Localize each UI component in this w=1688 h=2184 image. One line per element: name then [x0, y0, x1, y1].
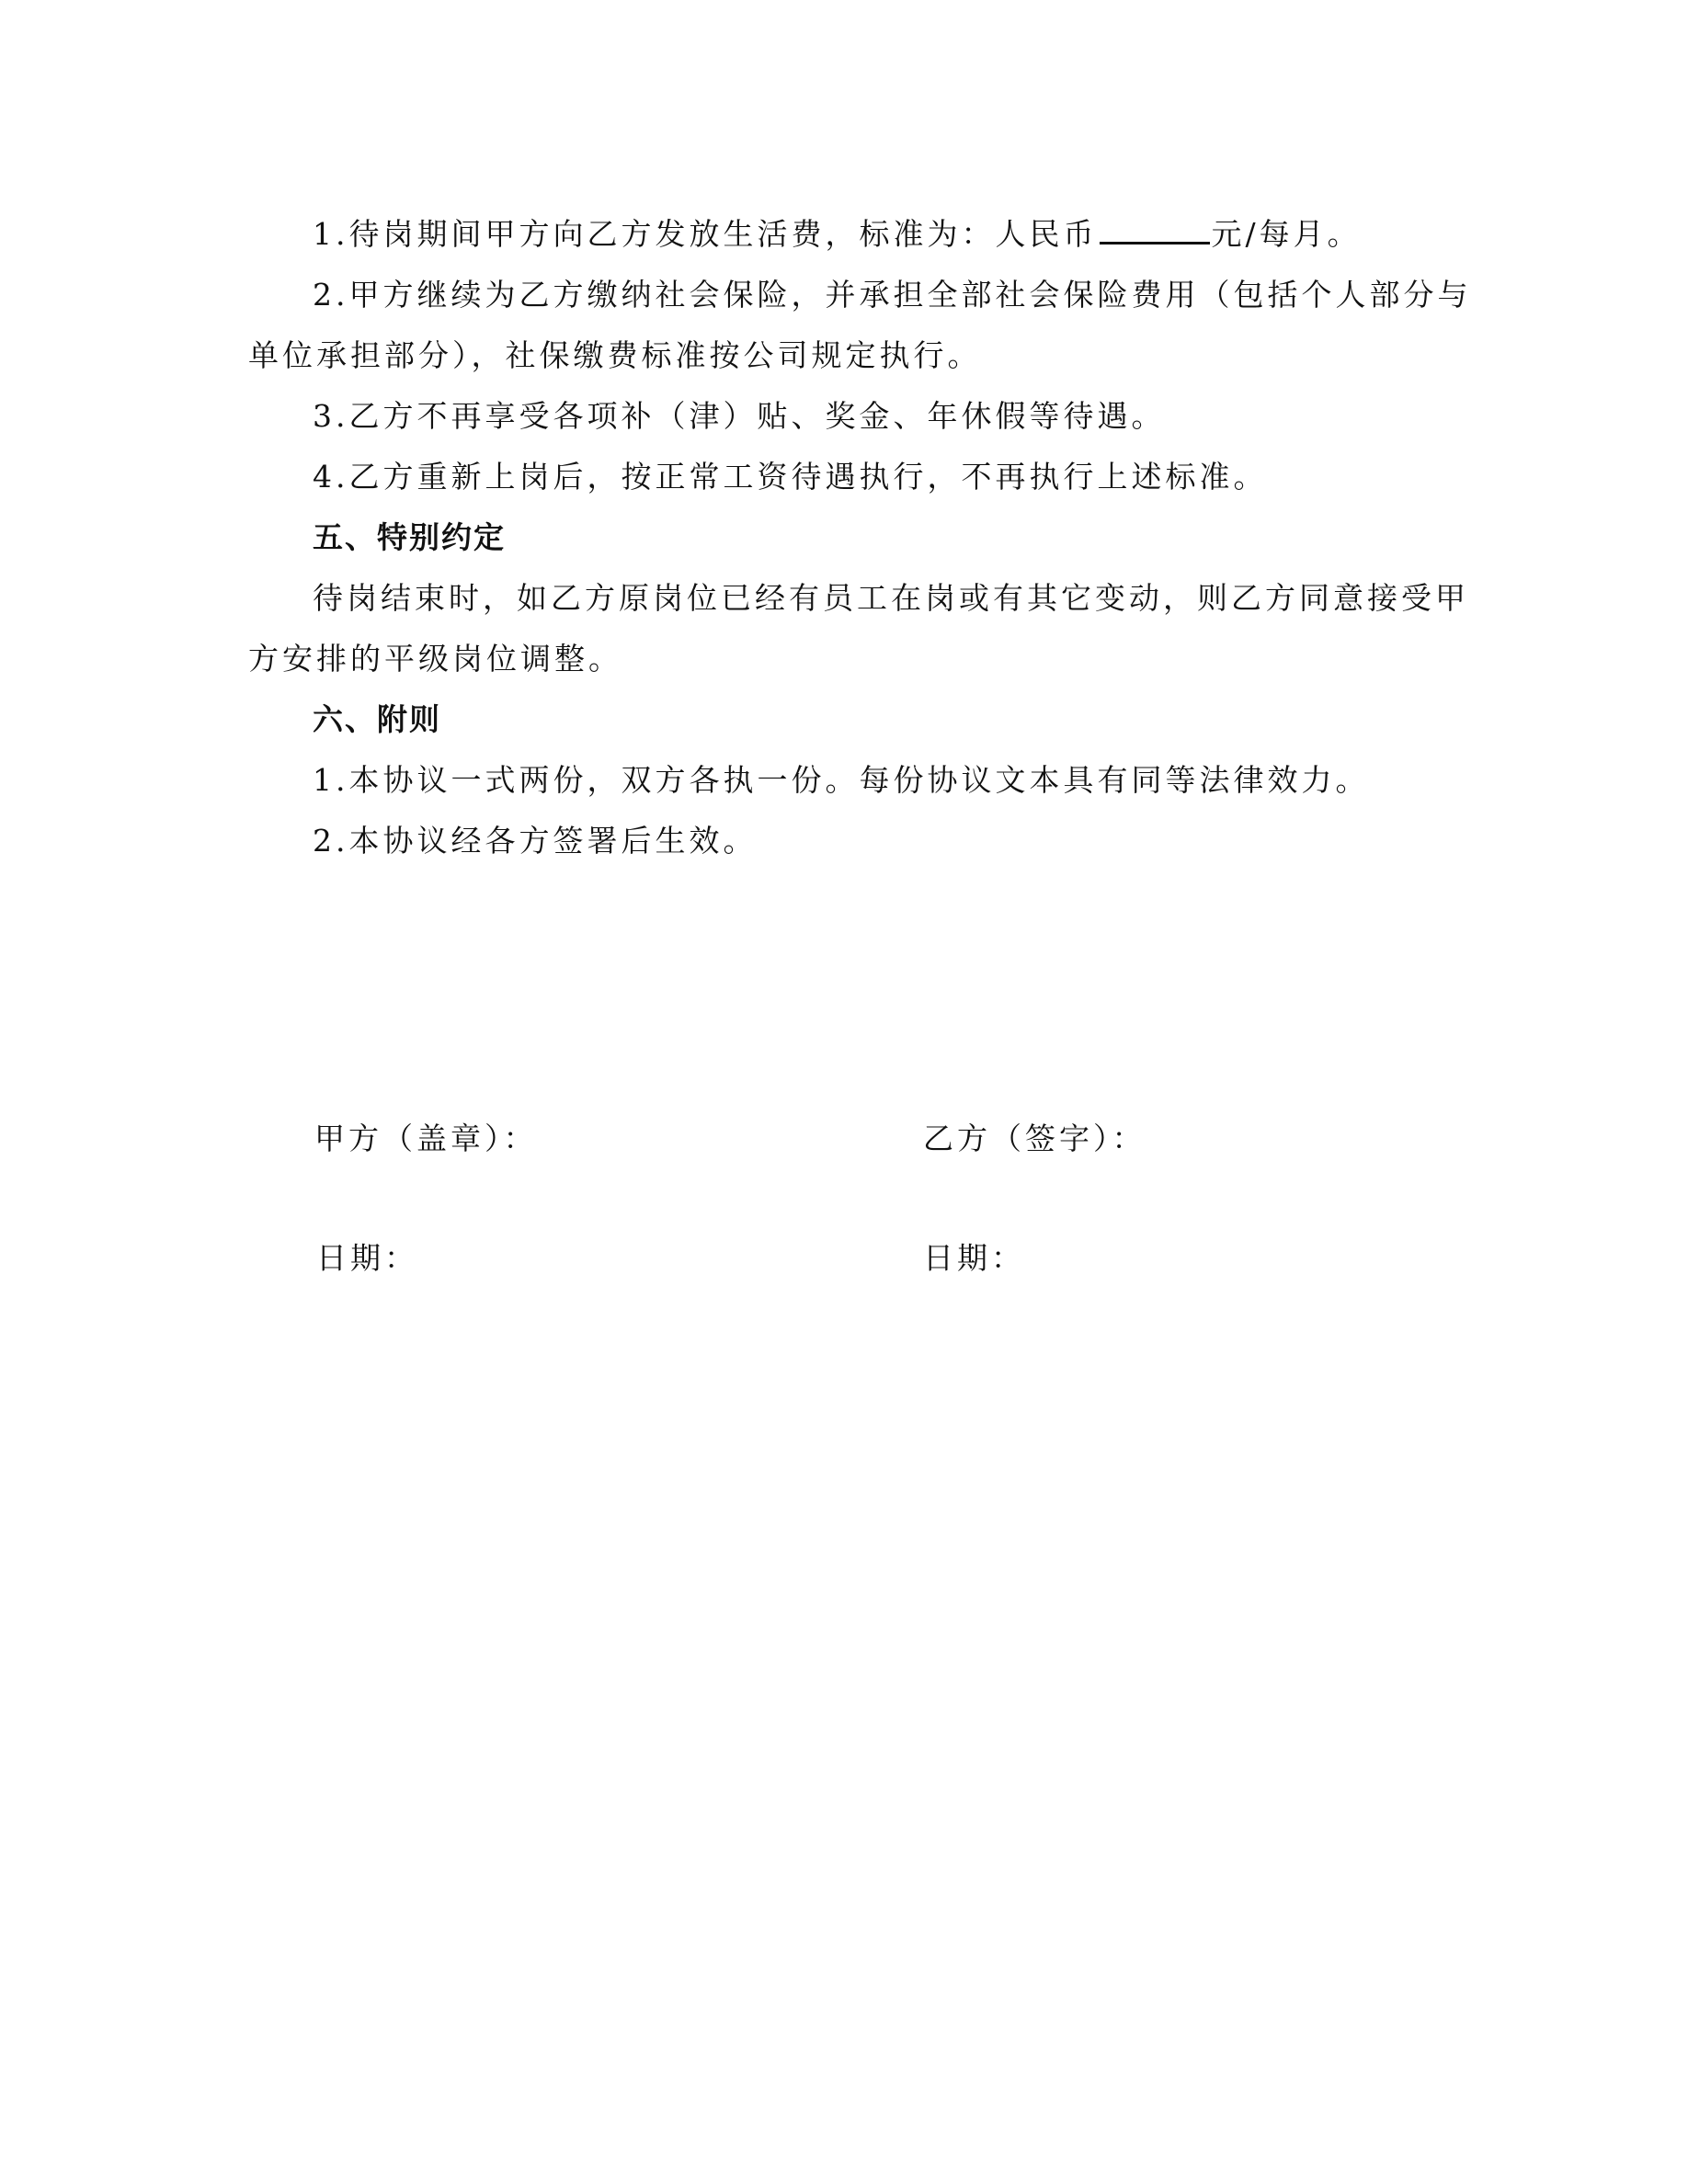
clause-item-2-line-1: 2.甲方继续为乙方缴纳社会保险，并承担全部社会保险费用（包括个人部分与	[313, 277, 1472, 313]
section-5-body	[248, 568, 1508, 689]
section-6-heading: 六、附则	[313, 701, 441, 737]
clause-item-3: 3.乙方不再享受各项补（津）贴、奖金、年休假等待遇。	[313, 398, 1166, 434]
section-5-heading: 五、特别约定	[313, 519, 506, 555]
amount-blank-line	[1100, 214, 1210, 245]
section-5-line-1: 待岗结束时，如乙方原岗位已经有员工在岗或有其它变动，则乙方同意接受甲	[313, 580, 1469, 616]
party-b-date-label: 日期：	[923, 1240, 1025, 1276]
section-6-item-2: 2.本协议经各方签署后生效。	[313, 823, 758, 859]
clause-item-1-text: 1.待岗期间甲方向乙方发放生活费，标准为：人民币	[313, 216, 1098, 252]
section-6-item-1: 1.本协议一式两份，双方各执一份。每份协议文本具有同等法律效力。	[313, 762, 1370, 798]
clause-item-1	[313, 204, 1508, 265]
clause-item-1-suffix: 元/每月。	[1211, 216, 1362, 252]
party-a-seal-label: 甲方（盖章）：	[314, 1120, 538, 1156]
party-a-date-label: 日期：	[316, 1240, 418, 1276]
clause-item-2-line-2: 单位承担部分），社保缴费标准按公司规定执行。	[248, 337, 982, 373]
clause-item-2	[248, 265, 1508, 386]
section-5-line-2: 方安排的平级岗位调整。	[248, 641, 622, 677]
party-b-signature-label: 乙方（签字）：	[923, 1120, 1146, 1156]
clause-item-4: 4.乙方重新上岗后，按正常工资待遇执行，不再执行上述标准。	[313, 459, 1268, 495]
